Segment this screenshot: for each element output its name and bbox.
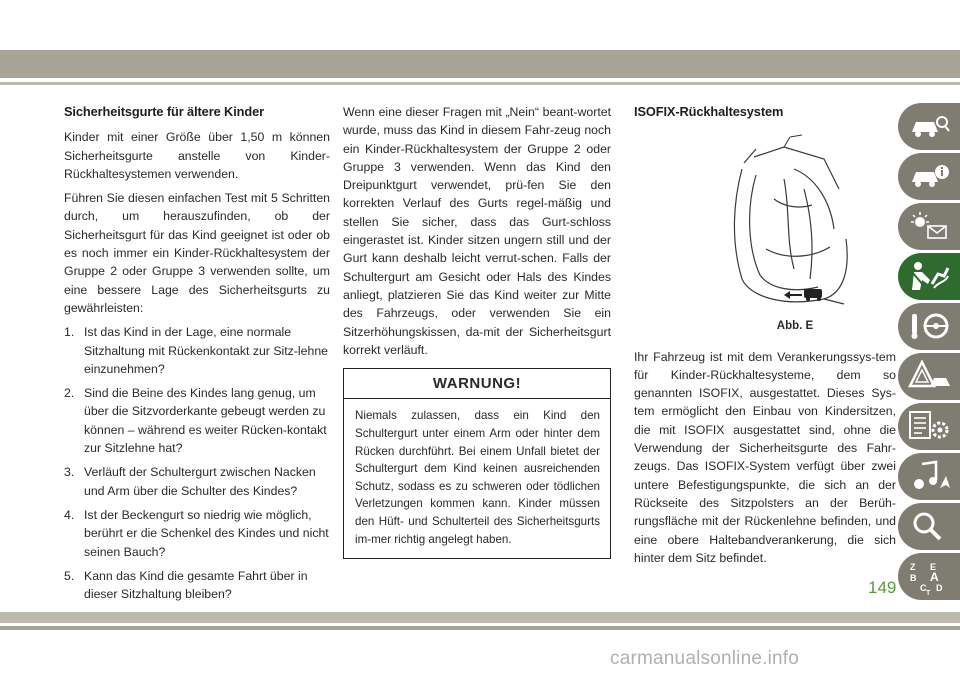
warning-text: Niemals zulassen, dass ein Kind den Schultergurt unter einem Arm oder hinter dem Rücken durchführt. Bei einem Unfall bietet der Schultergurt dem Kind keinen ausreichenden Schutz, sodass es zu schweren oder tödlichen Verletzungen kommen kann. Kinder müssen den Hüft- und Schulterteil des Sicherheitsgurts im-mer richtig angelegt haben. [355, 409, 600, 546]
steering-wheel-key-icon [908, 310, 952, 342]
car-magnifier-icon [908, 110, 952, 142]
alphabet-index-icon [908, 560, 952, 596]
list-text: Kann das Kind die gesamte Fahrt über in dieser Sitzhaltung bleiben? [84, 568, 308, 602]
paragraph-height-rule: Kinder mit einer Größe über 1,50 m können Sicherheitsgurte anstelle von Kinder-Rückhaltesystemen verwenden. [64, 130, 330, 181]
paragraph-five-step-test: Führen Sie diesen einfachen Test mit 5 Schritten durch, um herauszufinden, ob der Sicherheitsgurt für das Kind geeignet ist oder ob es noch immer ein Kinder-Rückhaltesystem der Gruppe 2 oder Gruppe 3 verwenden sollte, um eine bessere Lage des Sicherheitsgurts zu gewährleisten: [64, 191, 330, 315]
hazard-triangle-car-icon [908, 360, 952, 392]
list-number: 3. [64, 465, 75, 480]
header-band-line [0, 82, 960, 85]
section-heading-isofix: ISOFIX-Rückhaltesystem [634, 104, 784, 119]
tab-safety[interactable] [898, 253, 960, 300]
list-number: 4. [64, 507, 75, 522]
paragraph-isofix-description: Ihr Fahrzeug ist mit dem Verankerungssys-tem für Kinder-Rückhaltesysteme, dem so genannten ISOFIX, ausgestattet. Dieses Sys-tem ermöglicht den Einbau von Kindersitzen, die mit ISOFIX ausgestattet sind, ohne die Verwendung der Sicherheitsgurte des Fahr-zeugs. Das ISOFIX-System verfügt über zwei untere Befestigungspunkte, die sich an der Rückseite des Sitzpolsters an der Berüh-rungsfläche mit der Rückenlehne befinden, und eine obere Haltebandverankerung, die sich hinter dem Sitz befindet. [634, 349, 896, 565]
tab-emergencies[interactable] [898, 353, 960, 400]
column-left [64, 103, 330, 609]
section-heading-older-children: Sicherheitsgurte für ältere Kinder [64, 104, 264, 119]
index-letter-a: A [930, 570, 939, 584]
index-letter-c: C [920, 583, 927, 593]
index-letter-t: T [926, 590, 931, 596]
footer-band-line [0, 626, 960, 630]
list-item [64, 567, 330, 604]
figure-caption: Abb. E [776, 320, 814, 333]
paragraph-booster-advice: Wenn eine dieser Fragen mit „Nein“ beant-wortet wurde, muss das Kind in diesem Fahr-zeug noch ein Kinder-Rückhaltesystem der Gruppe 2 oder Gruppe 3 verwenden. Wenn das Kind den Dreipunktgurt verwendet, prü-fen Sie den korrekten Verlauf des Gurts regel-mäßig und stellen Sie sicher, dass das Gurt-schloss eingerastet ist. Kinder sitzen ungern still und der Gurt kann deshalb leicht verrut-schen. Falls der Schultergurt am Gesicht oder Hals des Kindes anliegt, platzieren Sie das Kind weiter zur Mitte des Fahrzeugs, oder verwenden Sie ein Sitzerhöhungskissen, da-mit der Sicherheitsgurt korrekt verläuft. [343, 105, 611, 357]
header-band [0, 50, 960, 78]
list-text: Verläuft der Schultergurt zwischen Nacken und Arm über die Schulter des Kindes? [84, 465, 316, 498]
direction-arrow-car [784, 289, 822, 301]
tab-multimedia[interactable] [898, 453, 960, 500]
index-letter-b: B [910, 573, 917, 583]
list-text: Ist das Kind in der Lage, eine normale Sitzhaltung mit Rückenkontakt zur Sitz-lehne einzunehmen? [84, 325, 329, 376]
tab-vehicle-overview[interactable] [898, 103, 960, 150]
list-item [64, 506, 330, 561]
child-seat-drawing [634, 129, 896, 315]
warning-box [343, 368, 611, 559]
music-navigation-icon [908, 460, 952, 492]
list-number: 1. [64, 325, 75, 340]
index-letter-z: Z [910, 562, 916, 572]
tab-starting-operating[interactable] [898, 303, 960, 350]
list-text: Ist der Beckengurt so niedrig wie möglich, berührt er die Schenkel des Kindes und nicht seinen Bauch? [84, 507, 329, 559]
tab-servicing-maintenance[interactable] [898, 403, 960, 450]
test-question-list [64, 323, 330, 603]
watermark: carmanualsonline.info [610, 648, 800, 669]
tab-instrument-panel[interactable] [898, 203, 960, 250]
list-text: Sind die Beine des Kindes lang genug, um über die Sitzvorderkante gebeugt werden zu können – während es weiter Rücken-kontakt zur Sitzlehne hat? [84, 386, 327, 456]
tab-index[interactable] [898, 553, 960, 600]
safety-airbag-seat-icon [908, 260, 952, 292]
tab-getting-to-know[interactable] [898, 153, 960, 200]
warning-title: WARNUNG! [344, 369, 610, 399]
footer-band [0, 612, 960, 623]
list-number: 5. [64, 568, 75, 583]
page-number: 149 [868, 578, 897, 597]
car-info-icon [908, 160, 952, 192]
column-middle [343, 103, 611, 559]
list-number: 2. [64, 386, 75, 401]
magnifier-icon [908, 510, 952, 542]
checklist-gear-icon [908, 410, 952, 442]
tab-technical-specs[interactable] [898, 503, 960, 550]
isofix-child-seat-illustration [634, 129, 896, 315]
column-right [634, 103, 896, 573]
list-item [64, 463, 330, 500]
list-item [64, 323, 330, 378]
index-letter-e: E [930, 562, 937, 572]
index-letter-d: D [936, 583, 943, 593]
warning-lights-message-icon [908, 210, 952, 242]
list-item [64, 384, 330, 457]
